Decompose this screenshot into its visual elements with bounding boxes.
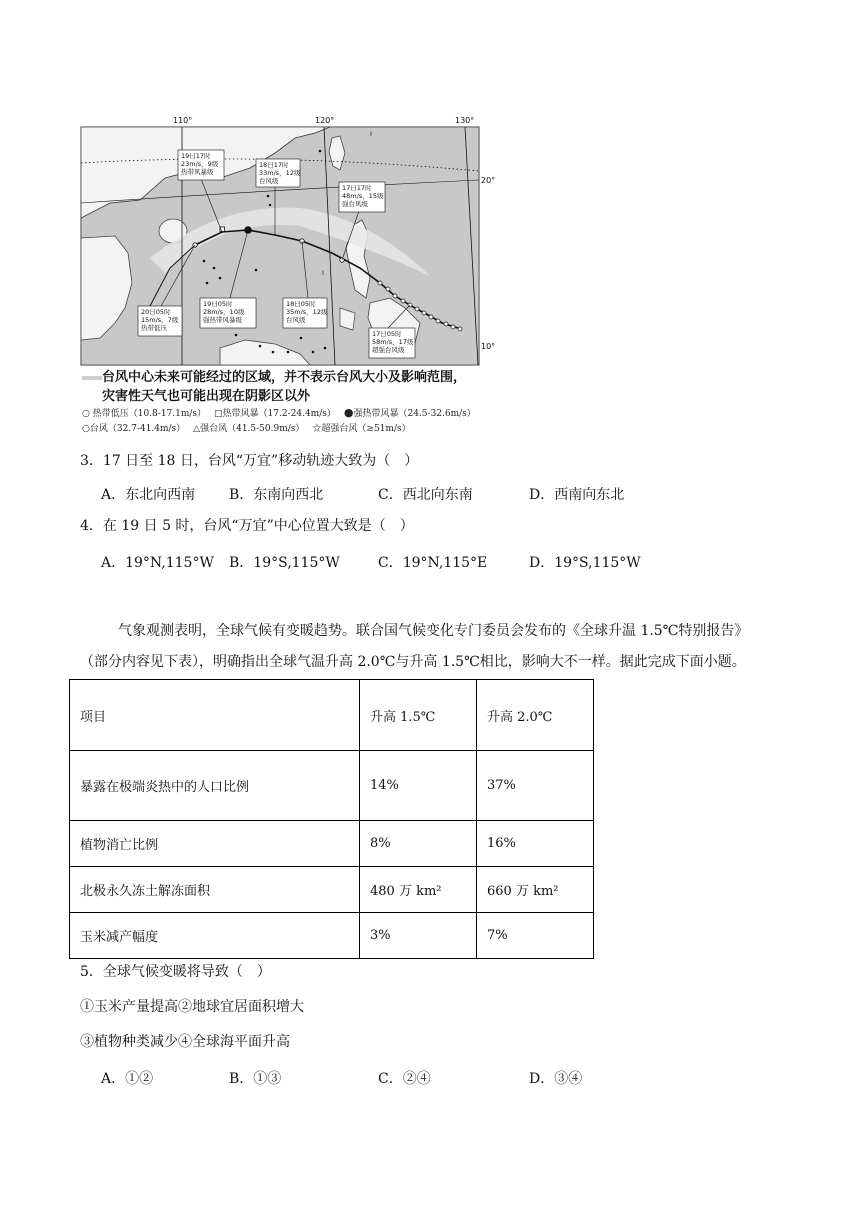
table-header-row (70, 680, 594, 751)
callout-19-17 (178, 150, 224, 180)
q4-option-b[interactable]: B．19°S,115°W (229, 555, 340, 571)
svg-text:热带风暴级: 热带风暴级 (181, 168, 214, 176)
passage-line-2: （部分内容见下表），明确指出全球气温升高 2.0℃与升高 1.5℃相比，影响大不一样。据此完成下面小题。 (80, 654, 746, 670)
svg-text:18日05时: 18日05时 (286, 300, 316, 308)
triangle-icon: △ (193, 424, 201, 434)
table-cell: 37% (477, 751, 594, 821)
q4-option-c[interactable]: C．19°N,115°E (378, 555, 488, 571)
table-header-cell: 项目 (70, 680, 360, 751)
legend-row-2 (82, 421, 482, 434)
q3-option-a[interactable]: A．东北向西南 (101, 487, 196, 503)
table-header-cell: 升高 1.5℃ (360, 680, 477, 751)
table-row (70, 751, 594, 821)
legend-note-line2: 灾害性天气也可能出现在阴影区以外 (102, 389, 311, 404)
map-legend (82, 366, 482, 434)
table-row (70, 821, 594, 867)
callout-18-17 (256, 159, 301, 187)
table-cell: 玉米减产幅度 (70, 913, 360, 959)
q5-statements-line-1: ①玉米产量提高②地球宜居面积增大 (80, 999, 304, 1015)
svg-text:热带低压: 热带低压 (141, 324, 167, 332)
table-cell: 660 万 km² (477, 867, 594, 913)
q4-option-a[interactable]: A．19°N,115°W (101, 555, 214, 571)
cone-swatch-icon (82, 376, 102, 380)
q3-option-b[interactable]: B．东南向西北 (229, 487, 324, 503)
table-cell: 7% (477, 913, 594, 959)
svg-text:20日05时: 20日05时 (141, 308, 171, 316)
sea-marker-label: I (322, 269, 324, 277)
legend-note (82, 366, 482, 385)
table-header-cell: 升高 2.0℃ (477, 680, 594, 751)
q5-option-a[interactable]: A．①② (101, 1071, 154, 1087)
callout-17-17 (339, 182, 385, 212)
table-cell: 北极永久冻土解冻面积 (70, 867, 360, 913)
legend-item-sts: ●强热带风暴（24.5-32.6m/s） (343, 406, 476, 419)
question-3-stem: 3．17 日至 18 日，台风“万宜”移动轨迹大致为（ ） (80, 453, 419, 469)
callout-18-05 (283, 298, 328, 328)
svg-text:台风级: 台风级 (286, 316, 306, 324)
callout-17-05 (369, 328, 415, 358)
lon-label-130: 130° (455, 116, 475, 125)
sea-marker-label: I (370, 130, 372, 138)
table-cell: 480 万 km² (360, 867, 477, 913)
svg-text:18日17时: 18日17时 (259, 161, 289, 169)
svg-text:35m/s，12级: 35m/s，12级 (286, 308, 328, 316)
legend-item-ts: □热带风暴（17.2-24.4m/s） (214, 409, 336, 419)
table-row (70, 913, 594, 959)
legend-note-line1: 台风中心未来可能经过的区域，并不表示台风大小及影响范围， (102, 370, 467, 385)
q5-option-d[interactable]: D．③④ (529, 1071, 583, 1087)
svg-text:17日17时: 17日17时 (342, 184, 372, 192)
q3-option-d[interactable]: D．西南向东北 (529, 487, 625, 503)
lat-label-20: 20° (481, 176, 496, 185)
svg-text:58m/s，17级: 58m/s，17级 (372, 338, 414, 346)
svg-text:19日17时: 19日17时 (181, 152, 211, 160)
sts-icon: ● (343, 406, 354, 419)
table-cell: 8% (360, 821, 477, 867)
svg-text:28m/s，10级: 28m/s，10级 (203, 308, 245, 316)
table-cell: 暴露在极端炎热中的人口比例 (70, 751, 360, 821)
svg-text:台风级: 台风级 (259, 177, 279, 185)
lon-label-120: 120° (315, 116, 335, 125)
ts-icon: □ (214, 409, 223, 419)
q5-statements-line-2: ③植物种类减少④全球海平面升高 (80, 1034, 290, 1050)
q3-option-c[interactable]: C．西北向东南 (378, 487, 473, 503)
q4-option-d[interactable]: D．19°S,115°W (529, 555, 641, 571)
legend-row-1 (82, 406, 482, 419)
callout-19-05 (200, 298, 256, 328)
svg-text:48m/s，15级: 48m/s，15级 (342, 192, 384, 200)
table-row (70, 867, 594, 913)
svg-text:17日05时: 17日05时 (372, 330, 402, 338)
typhoon-icon: ○ (82, 424, 90, 434)
svg-text:33m/s，12级: 33m/s，12级 (259, 169, 301, 177)
legend-item-td: ○ 热带低压（10.8-17.1m/s） (82, 409, 207, 419)
svg-text:15m/s，7级: 15m/s，7级 (141, 316, 179, 324)
question-5-stem: 5．全球气候变暖将导致（ ） (80, 964, 271, 980)
svg-text:超强台风级: 超强台风级 (372, 346, 405, 354)
typhoon-map-figure (70, 108, 500, 438)
passage-line-1: 气象观测表明，全球气候有变暖趋势。联合国气候变化专门委员会发布的《全球升温 1.5℃特别报告》 (118, 623, 749, 639)
lat-label-10: 10° (481, 342, 496, 351)
td-icon: ○ (82, 409, 90, 419)
q5-option-b[interactable]: B．①③ (229, 1071, 282, 1087)
table-cell: 14% (360, 751, 477, 821)
legend-item-ty: ○台风（32.7-41.4m/s） (82, 424, 186, 434)
legend-item-sty: △强台风（41.5-50.9m/s） (193, 424, 305, 434)
svg-text:19日05时: 19日05时 (203, 300, 233, 308)
question-4-stem: 4．在 19 日 5 时，台风“万宜”中心位置大致是（ ） (80, 518, 414, 534)
climate-impact-table (69, 679, 594, 959)
star-icon: ☆ (312, 424, 322, 434)
callout-20-05 (138, 306, 182, 336)
legend-item-super: ☆超强台风（≥51m/s） (312, 424, 411, 434)
svg-text:强热带风暴级: 强热带风暴级 (203, 316, 242, 324)
q5-option-c[interactable]: C．②④ (378, 1071, 431, 1087)
table-cell: 3% (360, 913, 477, 959)
table-cell: 16% (477, 821, 594, 867)
svg-text:23m/s，9级: 23m/s，9级 (181, 160, 219, 168)
table-cell: 植物消亡比例 (70, 821, 360, 867)
svg-text:强台风级: 强台风级 (342, 200, 368, 208)
lon-label-110: 110° (173, 116, 193, 125)
